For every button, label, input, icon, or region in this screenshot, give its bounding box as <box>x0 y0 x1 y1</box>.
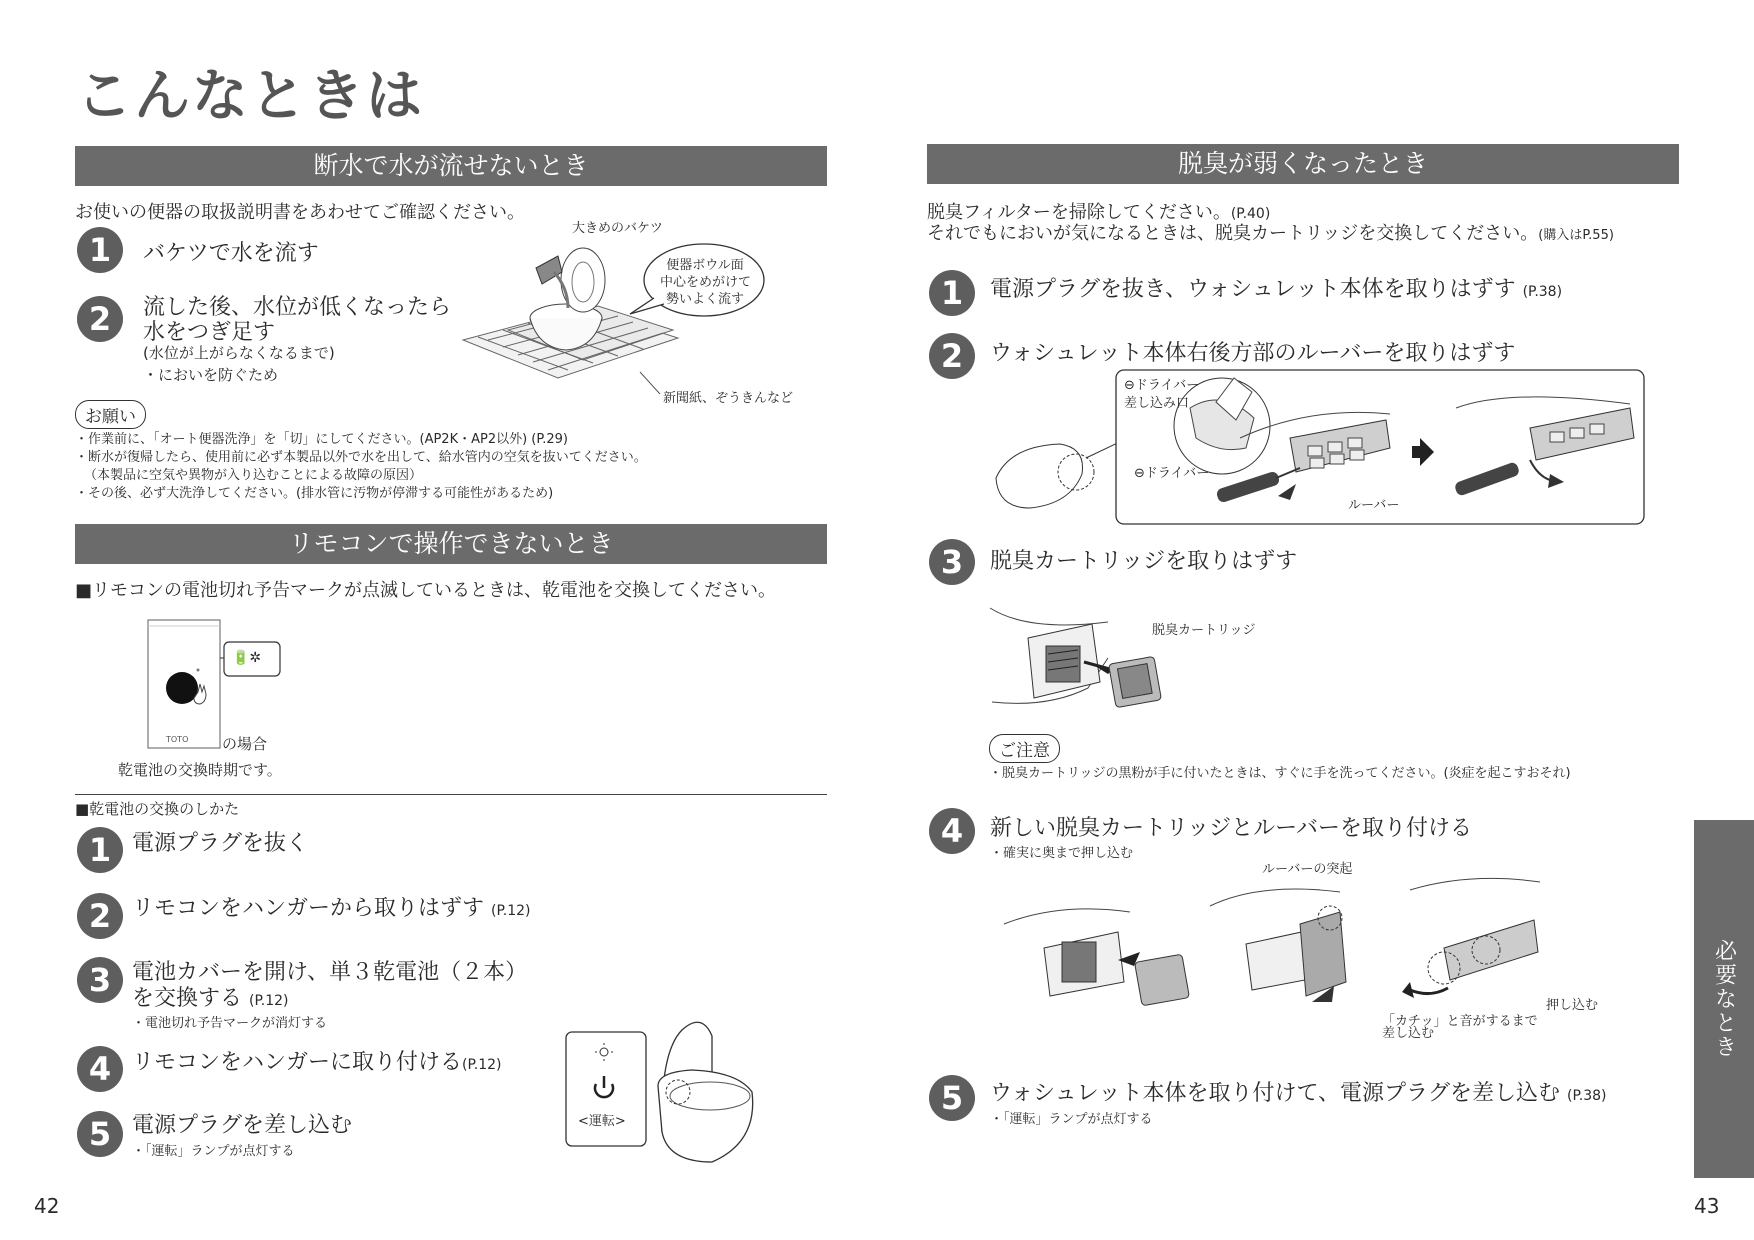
step-number: 3 <box>77 957 123 1003</box>
page-number: 43 <box>1694 1194 1720 1218</box>
step-title: 新しい脱臭カートリッジとルーバーを取り付ける <box>990 816 1473 841</box>
caution-text: ・脱臭カートリッジの黒粉が手に付いたときは、すぐに手を洗ってください。(炎症を起こすおそれ) <box>989 766 1571 781</box>
driver-label: ⊖ドライバー <box>1134 466 1210 481</box>
cartridge-removal-illustration <box>988 598 1208 718</box>
section-heading-deodorizer: 脱臭が弱くなったとき <box>927 144 1679 184</box>
step-number: 1 <box>77 227 123 273</box>
louver-bump-label: ルーバーの突起 <box>1262 862 1353 877</box>
step-title: 水をつぎ足す <box>143 320 276 345</box>
divider <box>75 794 827 795</box>
step-note: (水位が上がらなくなるまで) <box>143 344 335 362</box>
bubble-text: 便器ボウル面 <box>666 258 744 273</box>
step-title-text: リモコンをハンガーに取り付ける <box>132 1050 463 1075</box>
step-title-text: を交換する <box>132 986 243 1011</box>
step-title <box>990 1076 1606 1107</box>
battery-warning-icon: 🔋✲ <box>232 650 262 666</box>
louver-label: ルーバー <box>1348 498 1400 513</box>
page-ref: (P.40) <box>1230 206 1271 222</box>
step-title <box>132 981 288 1012</box>
step-title: 電源プラグを抜く <box>132 831 309 856</box>
onegai-item: ・断水が復帰したら、使用前に必ず本製品以外で水を出して、給水管内の空気を抜いてください。 <box>75 450 647 465</box>
step-note: ・においを防ぐため <box>143 366 279 384</box>
step-title <box>990 272 1562 303</box>
onegai-badge: お願い <box>75 400 146 429</box>
step-title-text: リモコンをハンガーから取りはずす <box>132 896 485 921</box>
step-title: バケツで水を流す <box>143 241 319 266</box>
click-label: 差し込む <box>1382 1026 1435 1041</box>
remote-brand: TOTO <box>166 735 189 744</box>
intro-text: お使いの便器の取扱説明書をあわせてご確認ください。 <box>75 202 525 223</box>
onegai-item: （本製品に空気や異物が入り込むことによる故障の原因） <box>84 468 423 483</box>
step-title-text: 電源プラグを抜き、ウォシュレット本体を取りはずす <box>990 277 1516 302</box>
page-number: 42 <box>34 1194 60 1218</box>
step-title <box>132 891 530 922</box>
step-title: 電源プラグを差し込む <box>132 1113 353 1138</box>
step-title-text: ウォシュレット本体を取り付けて、電源プラグを差し込む <box>990 1081 1561 1106</box>
driver-slot-label: 差し込み口 <box>1124 396 1190 411</box>
howto-heading: ■乾電池の交換のしかた <box>75 800 240 818</box>
unten-label: <運転> <box>578 1114 626 1129</box>
step-title: 脱臭カートリッジを取りはずす <box>990 549 1298 574</box>
step-note: ・「運転」ランプが点灯する <box>132 1144 295 1159</box>
driver-slot-label: ⊖ドライバー <box>1124 378 1200 393</box>
remote-illustration <box>146 618 286 750</box>
section-heading-water-outage: 断水で水が流せないとき <box>75 146 827 186</box>
onegai-item: ・その後、必ず大洗浄してください。(排水管に汚物が停滞する可能性があるため) <box>75 486 554 501</box>
page-ref: (購入はP.55) <box>1538 228 1614 243</box>
step-title: ウォシュレット本体右後方部のルーバーを取りはずす <box>990 341 1516 366</box>
step-number: 5 <box>77 1111 123 1157</box>
bubble-text: 勢いよく流す <box>665 292 744 307</box>
step-title <box>132 1045 501 1076</box>
bubble-text: 中心をめがけて <box>660 275 752 290</box>
bucket-label: 大きめのバケツ <box>572 221 663 236</box>
step-number: 1 <box>77 827 123 873</box>
louver-removal-illustration <box>990 368 1650 528</box>
toilet-illustration <box>562 1012 762 1172</box>
page-ref: (P.38) <box>1522 284 1563 300</box>
step-number: 4 <box>929 808 975 854</box>
intro-text <box>927 219 1614 245</box>
step-number: 2 <box>929 333 975 379</box>
leader-line <box>640 372 660 392</box>
battery-notice: ■リモコンの電池切れ予告マークが点滅しているときは、乾電池を交換してください。 <box>75 580 777 601</box>
case-label: の場合 <box>222 735 268 753</box>
step-note: ・電池切れ予告マークが消灯する <box>132 1016 328 1031</box>
intro-line: それでもにおいが気になるときは、脱臭カートリッジを交換してください。 <box>927 223 1539 244</box>
section-heading-remote: リモコンで操作できないとき <box>75 524 827 564</box>
page-title: こんなときは <box>76 64 424 129</box>
page-ref: (P.12) <box>462 1057 502 1073</box>
remote-caption: 乾電池の交換時期です。 <box>118 761 282 779</box>
push-label: 押し込む <box>1546 998 1599 1013</box>
step-number: 1 <box>929 270 975 316</box>
side-tab: 必要なとき <box>1694 820 1754 1178</box>
step-note: ・「運転」ランプが点灯する <box>990 1112 1153 1127</box>
newspaper-label: 新聞紙、ぞうきんなど <box>663 391 794 406</box>
cartridge-label: 脱臭カートリッジ <box>1152 623 1256 638</box>
page-ref: (P.38) <box>1567 1088 1607 1104</box>
cartridge-install-illustration <box>1000 872 1560 1022</box>
step-number: 4 <box>77 1046 123 1092</box>
intro-line: 脱臭フィルターを掃除してください。 <box>927 202 1231 223</box>
bucket-flush-illustration <box>458 210 798 410</box>
step-number: 2 <box>77 893 123 939</box>
onegai-item: ・作業前に、「オート便器洗浄」を「切」にしてください。(AP2K・AP2以外) (P.29) <box>75 432 568 447</box>
step-number: 3 <box>929 539 975 585</box>
step-number: 2 <box>77 296 123 342</box>
step-title: 流した後、水位が低くなったら <box>143 295 452 320</box>
caution-badge: ご注意 <box>989 734 1060 763</box>
click-label: 「カチッ」と音がするまで <box>1382 1014 1538 1029</box>
step-title: 電池カバーを開け、単３乾電池（２本） <box>132 960 528 985</box>
step-note: ・確実に奥まで押し込む <box>990 846 1134 861</box>
page-ref: (P.12) <box>249 993 289 1009</box>
step-number: 5 <box>929 1075 975 1121</box>
page-ref: (P.12) <box>491 903 531 919</box>
